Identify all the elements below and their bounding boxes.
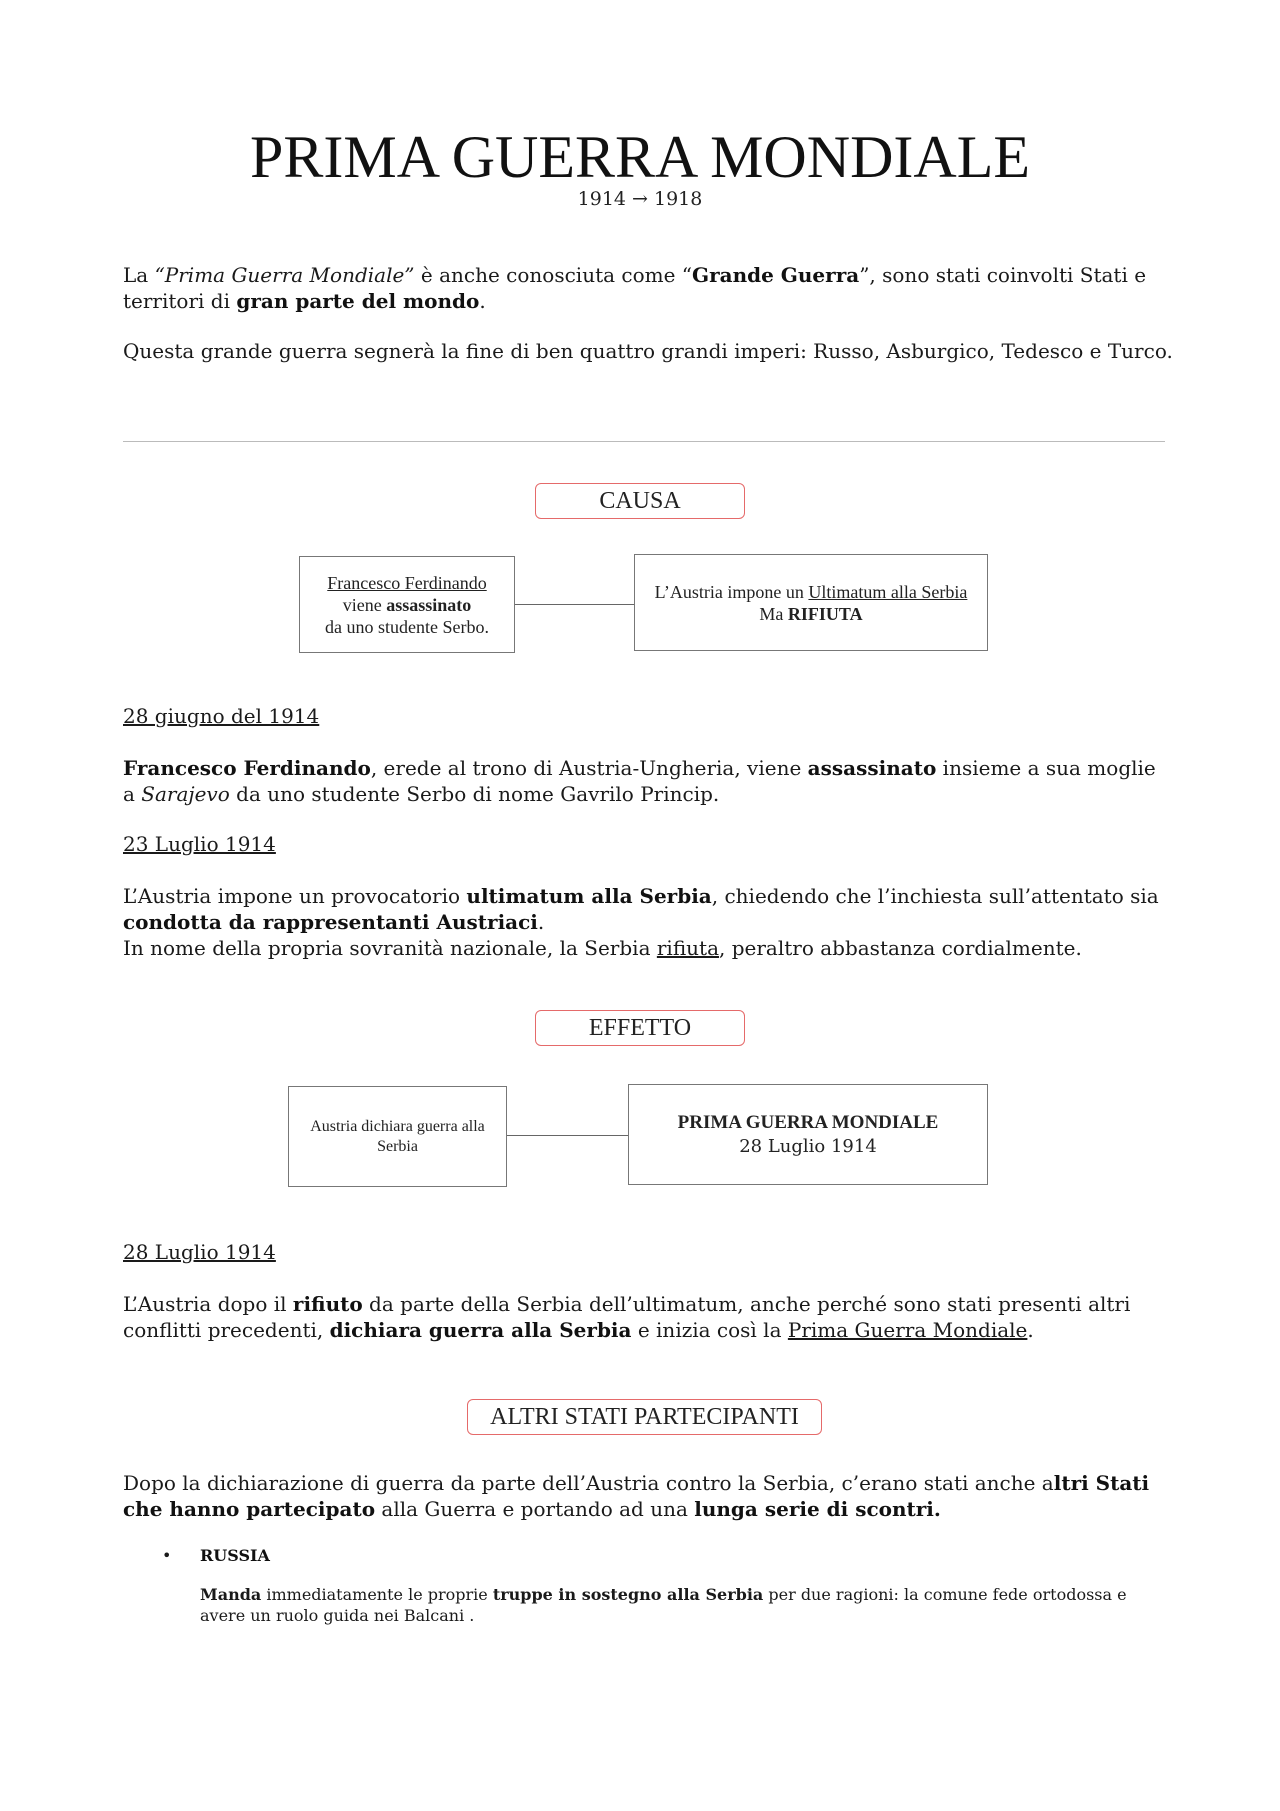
effetto-right-line1: PRIMA GUERRA MONDIALE [677, 1111, 939, 1133]
date-28-luglio-1914: 28 Luglio 1914 [123, 1240, 276, 1264]
date-28-giugno-1914: 28 giugno del 1914 [123, 704, 320, 728]
causa-right-line1: L’Austria impone un Ultimatum alla Serbia [654, 581, 968, 602]
russia-heading: RUSSIA [200, 1546, 270, 1565]
effetto-left-box: Austria dichiara guerra alla Serbia [288, 1086, 507, 1187]
causa-right-line2: Ma RIFIUTA [759, 603, 863, 624]
causa-left-line3: da uno studente Serbo. [325, 616, 489, 637]
effetto-connector-line [507, 1135, 628, 1136]
event3-paragraph: L’Austria dopo il rifiuto da parte della Serbia dell’ultimatum, anche perché sono stati presenti altri conflitti precedenti, dichiara guerra alla Serbia e inizia così la Prima Guerra Mondiale. [123, 1292, 1131, 1342]
effetto-right-box [628, 1084, 988, 1185]
date-23-luglio-1914: 23 Luglio 1914 [123, 832, 276, 856]
intro-paragraph-2: Questa grande guerra segnerà la fine di ben quattro grandi imperi: Russo, Asburgico, Tedesco e Turco. [123, 339, 1173, 363]
intro-paragraph-1: La “Prima Guerra Mondiale” è anche conosciuta come “Grande Guerra”, sono stati coinvolti Stati e territori di gran parte del mondo. [123, 263, 1147, 313]
causa-left-line2: viene assassinato [342, 594, 472, 615]
altri-stati-tag: ALTRI STATI PARTECIPANTI [467, 1399, 822, 1435]
bullet-icon: • [162, 1546, 172, 1565]
section-divider [123, 441, 1165, 442]
page-subtitle-years: 1914 → 1918 [577, 188, 703, 210]
causa-left-line1: Francesco Ferdinando [327, 572, 487, 593]
event2-paragraph: L’Austria impone un provocatorio ultimatum alla Serbia, chiedendo che l’inchiesta sull’attentato sia condotta da rappresentanti Austriaci. In nome della propria sovranità nazionale, la Serbia rifiuta, peraltro abbastanza cordialmente. [123, 884, 1159, 960]
page-title: PRIMA GUERRA MONDIALE [249, 124, 1031, 190]
effetto-right-line2: 28 Luglio 1914 [739, 1135, 877, 1157]
causa-left-box [299, 556, 515, 653]
altri-stati-paragraph: Dopo la dichiarazione di guerra da parte dell’Austria contro la Serbia, c’erano stati anche altri Stati che hanno partecipato alla Guerra e portando ad una lunga serie di scontri. [123, 1471, 1150, 1521]
russia-paragraph: Manda immediatamente le proprie truppe in sostegno alla Serbia per due ragioni: la comune fede ortodossa e avere un ruolo guida nei Balcani . [200, 1585, 1127, 1625]
causa-tag: CAUSA [535, 483, 745, 519]
causa-right-box [634, 554, 988, 651]
effetto-tag: EFFETTO [535, 1010, 745, 1046]
event1-paragraph: Francesco Ferdinando, erede al trono di Austria-Ungheria, viene assassinato insieme a sua moglie a Sarajevo da uno studente Serbo di nome Gavrilo Princip. [123, 756, 1156, 806]
causa-connector-line [515, 604, 634, 605]
